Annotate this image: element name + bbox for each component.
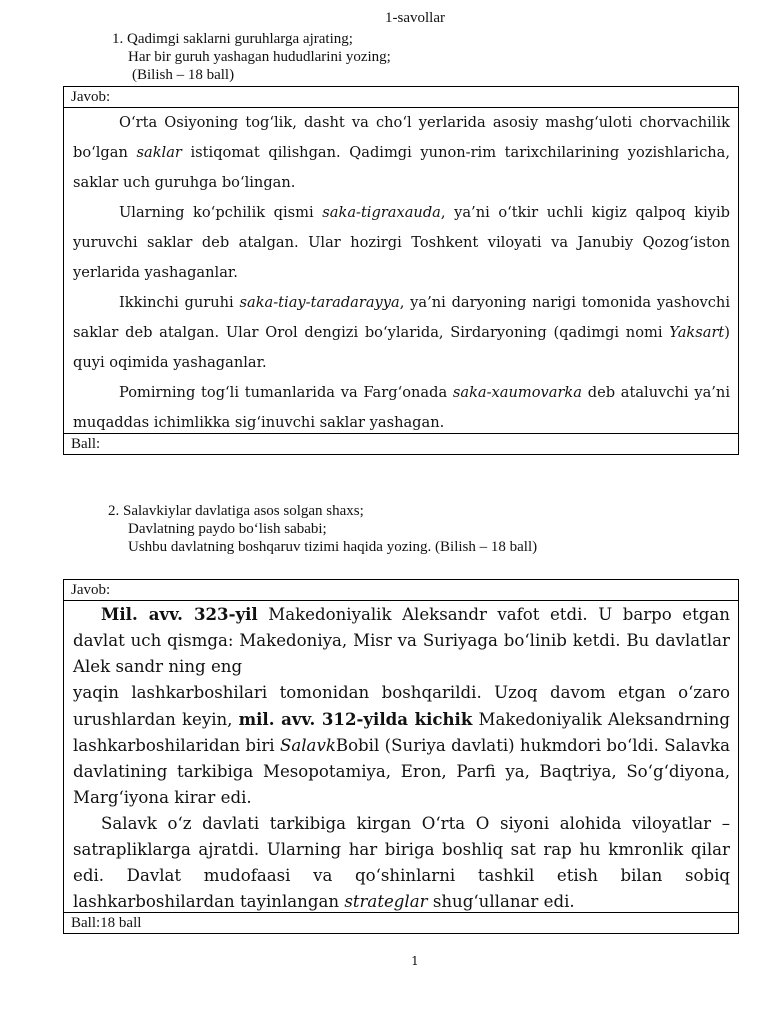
answer-box-1 bbox=[63, 86, 739, 455]
question-2-line-1: 2. Salavkiylar davlatiga asos solgan shaxs; bbox=[108, 503, 364, 519]
paragraph: Salavk o‘z davlati tarkibiga kirgan O‘rta O siyoni alohida viloyatlar – satrapliklarga ajratdi. Ularning har biriga boshliq sat rap hu kmronlik qilar edi. Davlat mudofaasi va qo‘shinlarni tashkil etish bilan sobiq lashkarboshilardan tayinlangan strateglar shug‘ullanar edi. bbox=[73, 814, 730, 911]
ball-label: Ball: bbox=[64, 433, 738, 454]
paragraph: Ularning ko‘pchilik qismi saka-tigraxauda, ya’ni o‘tkir uchli kigiz qalpoq kiyib yuruvchi saklar deb atalgan. Ular hozirgi Toshkent viloyati va Janubiy Qozog‘iston yerlarida yashaganlar. bbox=[73, 204, 730, 281]
paragraph: Pomirning tog‘li tumanlarida va Farg‘onada saka-xaumovarka deb ataluvchi ya’ni muqaddas ichimlikka sig‘inuvchi saklar yashagan. bbox=[73, 384, 730, 431]
question-1-prompt bbox=[112, 30, 391, 84]
page-title: 1-savollar bbox=[385, 10, 445, 26]
question-1-line-2: Har bir guruh yashagan hududlarini yozing; bbox=[128, 49, 391, 65]
question-2-line-2: Davlatning paydo bo‘lish sababi; bbox=[128, 521, 327, 537]
question-2-prompt bbox=[108, 502, 537, 556]
page-number: 1 bbox=[411, 954, 419, 968]
ball-label: Ball:18 ball bbox=[64, 912, 738, 933]
paragraph: Mil. avv. 323-yil Makedoniyalik Aleksandr vafot etdi. U barpo etgan davlat uch qismga: Makedoniya, Misr va Suriyaga bo‘linib ketdi. Bu davlatlar Alek sandr ning eng bbox=[73, 604, 730, 676]
question-1-line-3: (Bilish – 18 ball) bbox=[132, 67, 235, 83]
paragraph: yaqin lashkarboshilari tomonidan boshqarildi. Uzoq davom etgan o‘zaro urushlardan keyin, mil. avv. 312-yilda kichik Makedoniyalik Aleksandrning lashkarboshilaridan biri SalavkBobil (Suriya davlati) hukmdori bo‘ldi. Salavka davlatining tarkibiga Mesopotamiya, Eron, Parfi ya, Baqtriya, So‘g‘diyona, Marg‘iyona kirar edi. bbox=[73, 683, 730, 807]
answer-text bbox=[64, 108, 738, 438]
paragraph: Ikkinchi guruhi saka-tiay-taradarayya, ya’ni daryoning narigi tomonida yashovchi saklar deb atalgan. Ular Orol dengizi bo‘ylarida, Sirdaryoning (qadimgi nomi Yaksart) quyi oqimida yashaganlar. bbox=[73, 294, 730, 371]
question-1-line-1: 1. Qadimgi saklarni guruhlarga ajrating; bbox=[112, 31, 353, 47]
answer-label: Javob: bbox=[64, 87, 738, 108]
answer-text bbox=[64, 601, 738, 915]
answer-label: Javob: bbox=[64, 580, 738, 601]
question-2-line-3: Ushbu davlatning boshqaruv tizimi haqida yozing. (Bilish – 18 ball) bbox=[128, 539, 538, 555]
answer-box-2 bbox=[63, 579, 739, 934]
paragraph: O‘rta Osiyoning tog‘lik, dasht va cho‘l yerlarida asosiy mashg‘uloti chorvachilik bo‘lgan saklar istiqomat qilishgan. Qadimgi yunon-rim tarixchilarining yozishlaricha, saklar uch guruhga bo‘lingan. bbox=[73, 114, 730, 191]
